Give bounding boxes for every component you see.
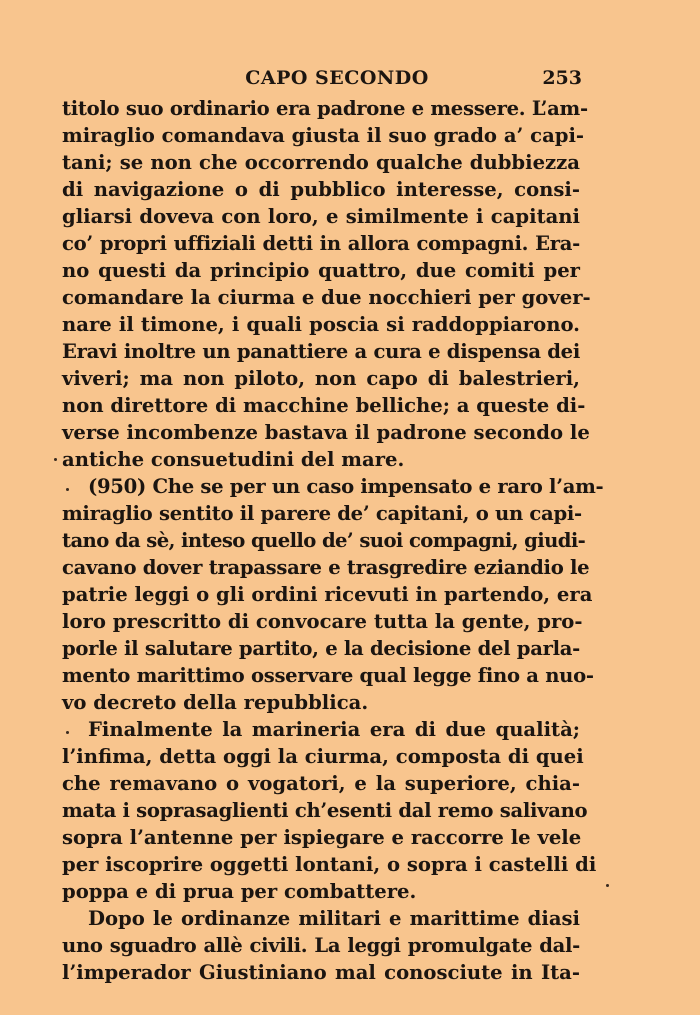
text-line: gliarsi doveva con loro, e similmente i capitani xyxy=(62,205,580,228)
text-line: poppa e di prua per combattere. xyxy=(62,880,417,903)
text-line: tani; se non che occorrendo qualche dubbiezza xyxy=(62,151,580,174)
margin-speck xyxy=(66,488,69,491)
paragraph-start: Finalmente la marineria era di due qualità; xyxy=(88,718,580,741)
text-line: Eravi inoltre un panattiere a cura e dispensa dei xyxy=(62,340,580,363)
text-line: miraglio sentito il parere de’ capitani, o un capi- xyxy=(62,502,582,525)
margin-speck xyxy=(66,731,69,734)
text-line: tano da sè, inteso quello de’ suoi compagni, giudi- xyxy=(62,529,586,552)
text-line: l’infima, detta oggi la ciurma, composta di quei xyxy=(62,745,584,768)
text-line: mento marittimo osservare qual legge fino a nuo- xyxy=(62,664,594,687)
paragraph-start: Dopo le ordinanze militari e marittime diasi xyxy=(88,907,580,930)
text-line: l’imperador Giustiniano mal conosciute in Ita- xyxy=(62,961,580,984)
text-line: non direttore di macchine belliche; a queste di- xyxy=(62,394,586,417)
text-line: sopra l’antenne per ispiegare e raccorre le vele xyxy=(62,826,582,849)
text-line: per iscoprire oggetti lontani, o sopra i castelli di xyxy=(62,853,597,876)
text-line: vo decreto della repubblica. xyxy=(62,691,369,714)
text-line: nare il timone, i quali poscia si raddoppiarono. xyxy=(62,313,580,336)
running-head: CAPO SECONDO xyxy=(245,67,429,89)
margin-speck xyxy=(54,458,57,461)
page-number: 253 xyxy=(542,67,582,89)
text-line: di navigazione o di pubblico interesse, consi- xyxy=(62,178,580,201)
text-line: cavano dover trapassare e trasgredire eziandio le xyxy=(62,556,590,579)
margin-speck xyxy=(606,884,609,887)
text-line: loro prescritto di convocare tutta la gente, pro- xyxy=(62,610,583,633)
text-line: porle il salutare partito, e la decisione del parla- xyxy=(62,637,580,660)
text-line: co’ propri uffiziali detti in allora compagni. Era- xyxy=(62,232,580,255)
paragraph-start: (950) Che se per un caso impensato e raro l’am- xyxy=(88,475,604,498)
text-line: che remavano o vogatori, e la superiore, chia- xyxy=(62,772,580,795)
text-line: patrie leggi o gli ordini ricevuti in partendo, era xyxy=(62,583,593,606)
text-line: titolo suo ordinario era padrone e messere. L’am- xyxy=(62,97,588,120)
text-line: no questi da principio quattro, due comiti per xyxy=(62,259,580,282)
text-line: comandare la ciurma e due nocchieri per gover- xyxy=(62,286,591,309)
text-line: miraglio comandava giusta il suo grado a’ capi- xyxy=(62,124,585,147)
text-line: verse incombenze bastava il padrone secondo le xyxy=(62,421,590,444)
text-line: uno sguadro allè civili. La leggi promulgate dal- xyxy=(62,934,580,957)
page-header xyxy=(62,64,582,92)
text-line: antiche consuetudini del mare. xyxy=(62,448,405,471)
text-line: mata i soprasaglienti ch’esenti dal remo salivano xyxy=(62,799,588,822)
text-line: viveri; ma non piloto, non capo di balestrieri, xyxy=(62,367,580,390)
